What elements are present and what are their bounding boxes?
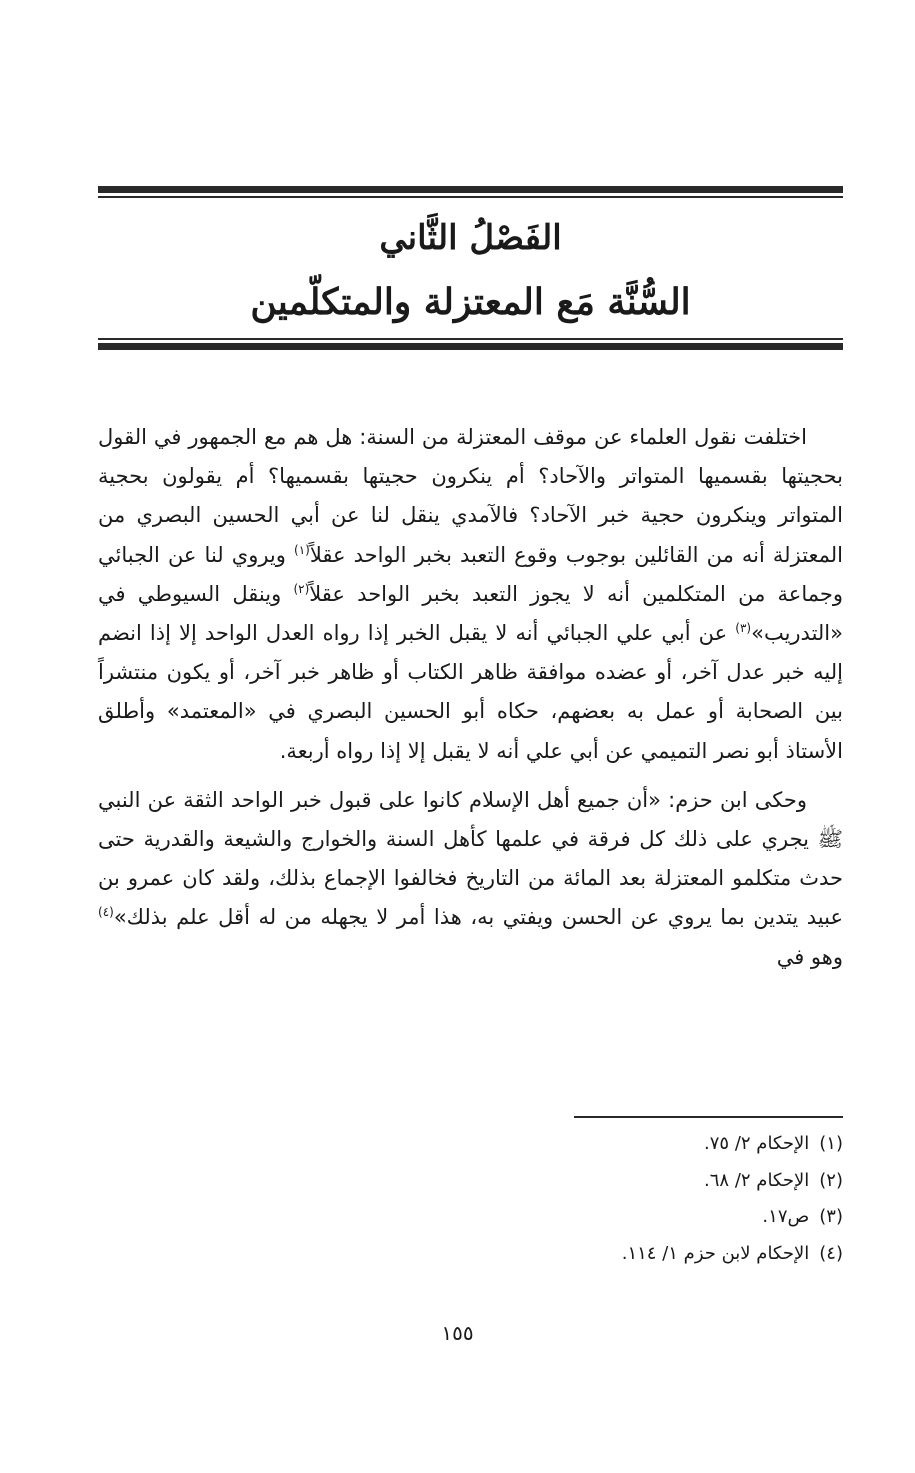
footnote-number: (٣) bbox=[819, 1206, 843, 1227]
footnote-item bbox=[98, 1163, 843, 1200]
chapter-title: الفَصْلُ الثَّاني bbox=[379, 218, 562, 258]
footnote-number: (١) bbox=[819, 1133, 843, 1154]
footnote-item bbox=[98, 1126, 843, 1163]
footnote-item bbox=[98, 1236, 843, 1273]
footnote-divider bbox=[574, 1116, 843, 1118]
text-run: وهو في bbox=[776, 944, 843, 969]
text-run: وحكى ابن حزم: «أن جميع أهل الإسلام كانوا على قبول خبر الواحد الثقة عن النبي ﷺ يجري على ذلك كل فرقة في علمها كأهل السنة والخوارج والشيعة والقدرية حتى حدث متكلمو المعتزلة بعد المائة من التاريخ فخالفوا الإجماع بذلك، ولقد كان عمرو بن عبيد يتدين بما يروي عن الحسن ويفتي به، هذا أمر لا يجهله من له أقل علم بذلك» bbox=[98, 787, 843, 930]
footnote-number: (٢) bbox=[819, 1169, 843, 1191]
footnote-ref: (٢) bbox=[293, 581, 310, 596]
footnotes-list bbox=[98, 1126, 843, 1272]
footnote-text: الإحكام ٢/ ٦٨. bbox=[704, 1169, 810, 1191]
footnote-number: (٤) bbox=[819, 1242, 843, 1264]
page-number: ١٥٥ bbox=[441, 1321, 474, 1345]
footnote-text: الإحكام ٢/ ٧٥. bbox=[704, 1133, 810, 1154]
text-run: وينقل السيوطي في «التدريب» bbox=[98, 581, 843, 646]
footnote-ref: (٤) bbox=[98, 905, 114, 920]
text-run: اختلفت نقول العلماء عن موقف المعتزلة من السنة: هل هم مع الجمهور في القول بحجيتها بقسميها المتواتر والآحاد؟ أم ينكرون حجيتها بقسميها؟ أم يقولون بحجية المتواتر وينكرون حجية خبر الآحاد؟ فالآمدي ينقل لنا عن أبي الحسين البصري من المعتزلة أنه من القائلين بوجوب وقوع التعبد بخبر الواحد عقلاً bbox=[98, 425, 844, 567]
footnote-ref: (٣) bbox=[735, 621, 752, 636]
footnote-text: ص١٧. bbox=[762, 1206, 810, 1227]
body-text bbox=[98, 418, 843, 977]
text-run: عن أبي علي الجبائي أنه لا يقبل الخبر إذا رواه العدل الواحد إلا إذا انضم إليه خبر عدل آخر، أو عضده موافقة ظاهر الكتاب أو ظاهر خبر آخر، أو يكون منتشراً بين الصحابة أو عمل به بعضهم، حكاه أبو الحسين البصري في «المعتمد» وأطلق الأستاذ أبو نصر التميمي عن أبي علي أنه لا يقبل إلا إذا رواه أربعة. bbox=[98, 621, 843, 763]
paragraph-2 bbox=[98, 781, 843, 977]
header-rule-bottom bbox=[98, 338, 843, 350]
footnote-item bbox=[98, 1199, 843, 1236]
chapter-subtitle: السُّنَّة مَع المعتزلة والمتكلّمين bbox=[250, 281, 691, 323]
footnote-ref: (١) bbox=[294, 542, 310, 557]
footnote-text: الإحكام لابن حزم ١/ ١١٤. bbox=[621, 1242, 810, 1264]
text-run: ويروي لنا عن الجبائي وجماعة من المتكلمين أنه لا يجوز التعبد بخبر الواحد عقلاً bbox=[98, 542, 843, 606]
paragraph-1 bbox=[98, 418, 843, 771]
header-rule-top bbox=[98, 186, 843, 198]
